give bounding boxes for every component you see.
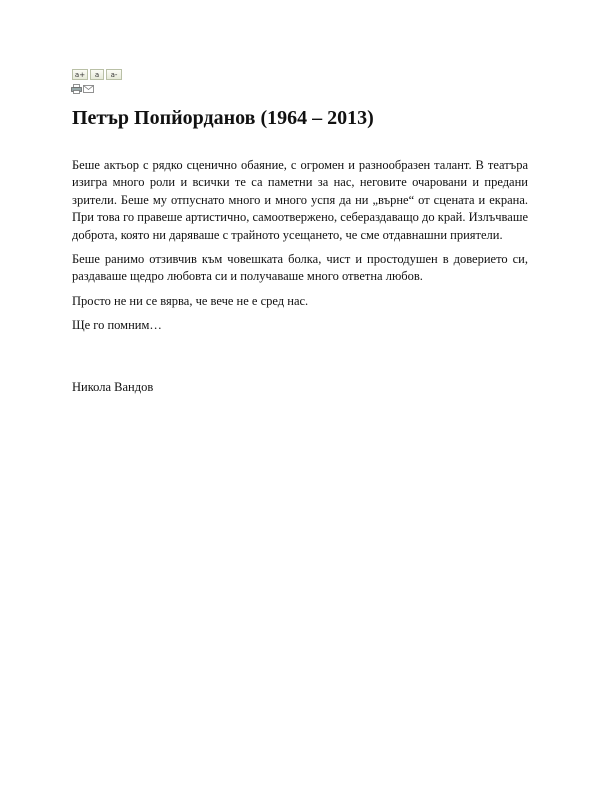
paragraph: Просто не ни се вярва, че вече не е сред нас. <box>72 293 309 308</box>
article-body <box>72 157 528 342</box>
font-size-toolbar <box>72 69 122 80</box>
reset-font-button[interactable]: a <box>90 69 104 80</box>
article-title: Петър Попйорданов (1964 – 2013) <box>72 107 374 129</box>
paragraph: Беше ранимо отзивчив към човешката болка, чист и простодушен в доверието си, раздаваше щедро любовта си и получаваше много ответна любов. <box>72 252 528 284</box>
print-icon[interactable] <box>71 84 82 94</box>
decrease-font-button[interactable]: a- <box>106 69 122 80</box>
author-signature: Никола Вандов <box>72 380 154 394</box>
paragraph: Ще го помним… <box>72 318 162 333</box>
email-icon[interactable] <box>83 84 94 94</box>
increase-font-button[interactable]: a+ <box>72 69 88 80</box>
paragraph: Беше актьор с рядко сценично обаяние, с огромен и разнообразен талант. В театъра изигра много роли и всички те са паметни за нас, неговите очаровани и предани зрители. Беше му отпуснато много и много успя да ни „върне“ от сцената и екрана. При това го правеше артистично, самоотвержено, себераздаващо до край. Излъчваше доброта, която ни даряваше с трайното усещането, че сме отдавнашни приятели. <box>72 158 528 242</box>
article-actions <box>71 84 94 94</box>
